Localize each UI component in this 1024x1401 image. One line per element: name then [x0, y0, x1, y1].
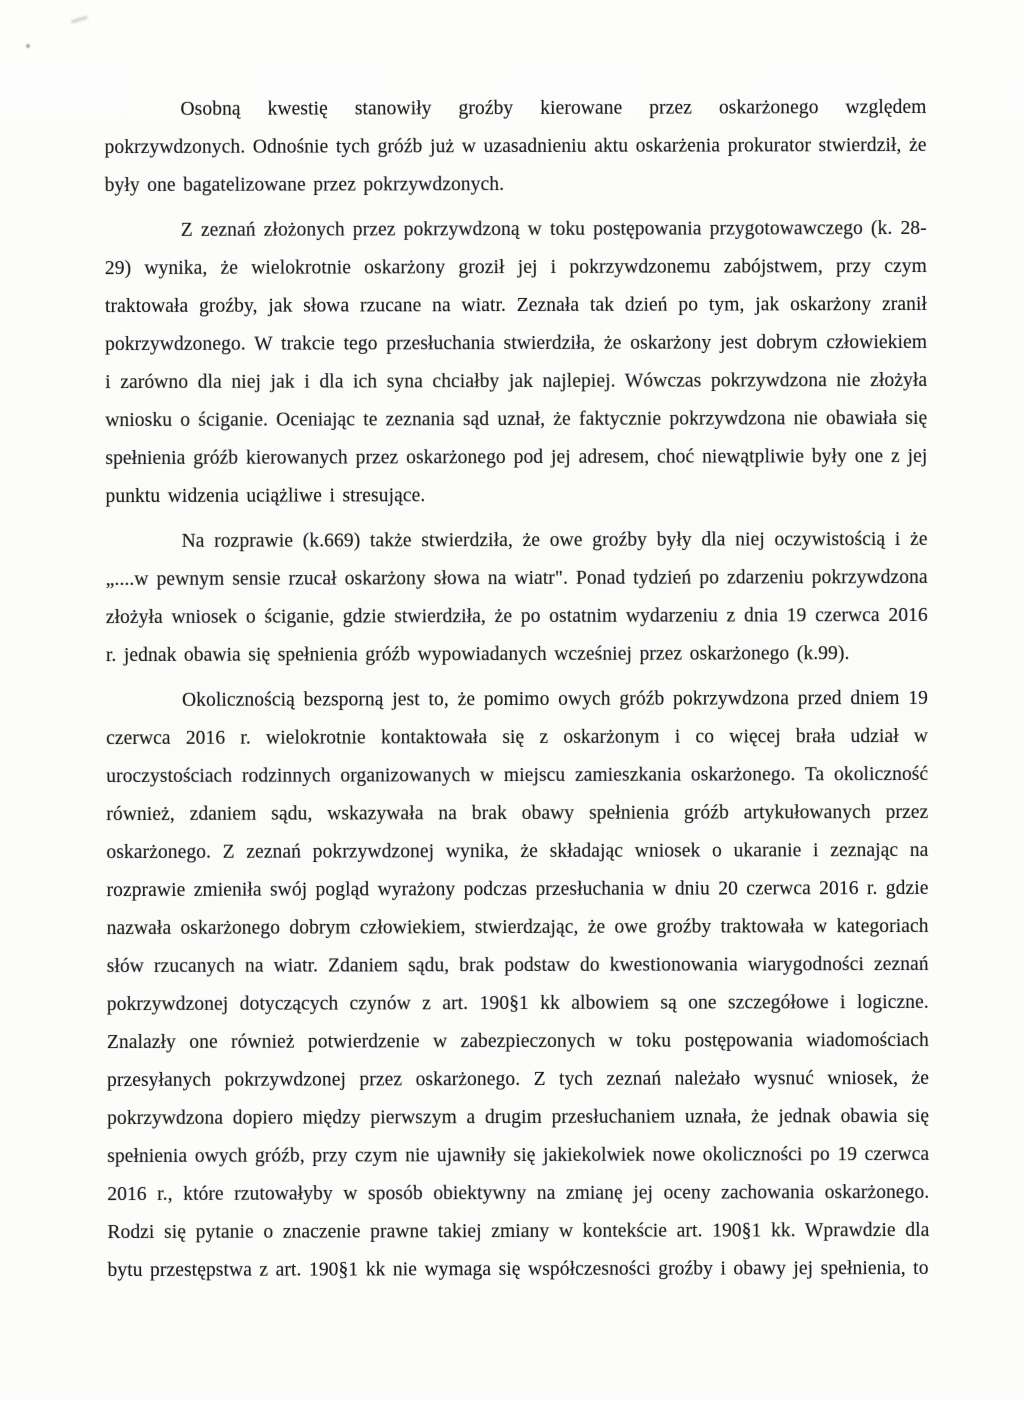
paragraph-3: Na rozprawie (k.669) także stwierdziła, że owe groźby były dla niej oczywistością i że „....w pewnym sensie rzucał oskarżony słowa na wiatr". Ponad tydzień po zdarzeniu pokrzywdzona złożyła wniosek o ściganie, gdzie stwierdziła, że po ostatnim wydarzeniu z dnia 19 czerwca 2016 r. jednak obawia się spełnienia gróźb wypowiadanych wcześniej przez oskarżonego (k.99).	[105, 528, 928, 667]
document-body	[104, 89, 929, 1297]
paragraph-1: Osobną kwestię stanowiły groźby kierowane przez oskarżonego względem pokrzywdzonych. Odnośnie tych gróźb już w uzasadnieniu aktu oskarżenia prokurator stwierdził, że były one bagatelizowane przez pokrzywdzonych.	[104, 96, 927, 197]
scan-speck-artifact	[26, 44, 30, 48]
paragraph-4: Okolicznością bezsporną jest to, że pomimo owych gróźb pokrzywdzona przed dniem 19 czerwca 2016 r. wielokrotnie kontaktowała się z oskarżonym i co więcej brała udział w uroczystościach rodzinnych organizowanych w miejscu zamieszkania oskarżonego. Ta okoliczność również, zdaniem sądu, wskazywała na brak obawy spełnienia gróźb artykułowanych przez oskarżonego. Z zeznań pokrzywdzonej wynika, że składając wniosek o ukaranie i zeznając na rozprawie zmieniła swój pogląd wyrażony podczas przesłuchania w dniu 20 czerwca 2016 r. gdzie nazwała oskarżonego dobrym człowiekiem, stwierdzając, że owe groźby traktowała w kategoriach słów rzucanych na wiatr. Zdaniem sądu, brak podstaw do kwestionowania wiarygodności zeznań pokrzywdzonej dotyczących czynów z art. 190§1 kk albowiem są one szczegółowe i logiczne. Znalazły one również potwierdzenie w zabezpieczonych w toku postępowania wiadomościach przesyłanych pokrzywdzonej przez oskarżonego. Z tych zeznań należało wysnuć wniosek, że pokrzywdzona dopiero między pierwszym a drugim przesłuchaniem uznała, że jednak obawia się spełnienia owych gróźb, przy czym nie ujawniły się jakiekolwiek nowe okoliczności po 19 czerwca 2016 r., które rzutowałyby w sposób obiektywny na zmianę jej oceny zachowania oskarżonego. Rodzi się pytanie o znaczenie prawne takiej zmiany w kontekście art. 190§1 kk. Wprawdzie dla bytu przestępstwa z art. 190§1 kk nie wymaga się współczesności groźby i obawy jej spełnienia, to	[106, 687, 930, 1282]
scan-smudge-artifact	[71, 16, 88, 24]
paragraph-2: Z zeznań złożonych przez pokrzywdzoną w toku postępowania przygotowawczego (k. 28-29) wynika, że wielokrotnie oskarżony groził jej i pokrzywdzonemu zabójstwem, przy czym traktowała groźby, jak słowa rzucane na wiatr. Zeznała tak dzień po tym, jak oskarżony zranił pokrzywdzonego. W trakcie tego przesłuchania stwierdziła, że oskarżony jest dobrym człowiekiem i zarówno dla niej jak i dla ich syna chciałby jak najlepiej. Wówczas pokrzywdzona nie złożyła wniosku o ściganie. Oceniając te zeznania sąd uznał, że faktycznie pokrzywdzona nie obawiała się spełnienia gróźb kierowanych przez oskarżonego pod jej adresem, choć niewątpliwie były one z jej punktu widzenia uciążliwe i stresujące.	[104, 217, 928, 508]
